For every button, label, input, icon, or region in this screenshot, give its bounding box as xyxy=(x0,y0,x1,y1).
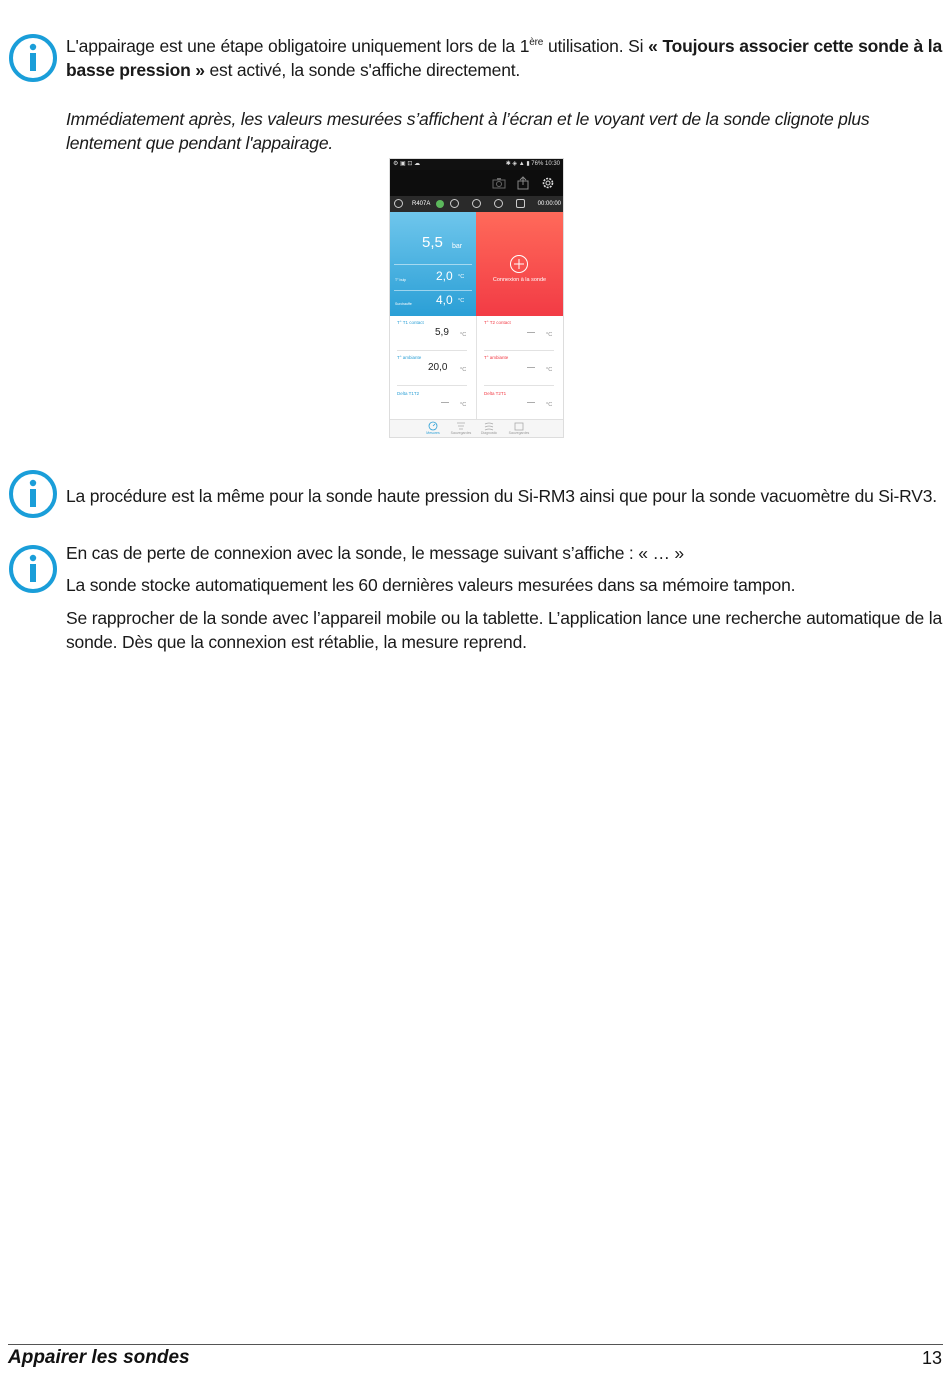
cell-value: 20,0 xyxy=(428,362,448,373)
temp2-label: Surchauffe xyxy=(395,302,412,306)
record-icon[interactable] xyxy=(494,199,503,208)
cell-unit: °C xyxy=(546,402,553,408)
page-number: 13 xyxy=(921,1348,942,1368)
mode-icon[interactable] xyxy=(472,199,481,208)
status-icons-right: ✱ ◈ ▲ ▮ 76% 10:30 xyxy=(505,161,560,167)
footer-title: Appairer les sondes xyxy=(8,1347,190,1368)
timer: 00:00:00 xyxy=(537,201,561,207)
folder-icon xyxy=(514,421,524,431)
cell-label: Delta T2T1 xyxy=(484,391,507,396)
low-pressure-panel[interactable] xyxy=(390,212,476,316)
cell-value: ---- xyxy=(441,400,449,406)
temp1-value: 2,0 xyxy=(436,269,453,283)
cell-unit: °C xyxy=(546,332,553,338)
pressure-value: 5,5 xyxy=(422,234,443,251)
status-bar xyxy=(390,159,563,170)
note-reconnect: Se rapprocher de la sonde avec l’appareil mobile ou la tablette. L’application lance une recherche automatique de la sonde. Dès que la connexion est rétablie, la mesure reprend. xyxy=(66,608,942,652)
cell-label: T° T1 contact xyxy=(397,320,424,325)
gear-icon[interactable] xyxy=(541,176,555,190)
fan-icon xyxy=(484,421,494,431)
add-icon[interactable] xyxy=(509,254,529,274)
info-icon xyxy=(8,544,58,594)
cell-unit: °C xyxy=(546,367,553,373)
stop-icon[interactable] xyxy=(516,199,525,208)
note-same-procedure: La procédure est la même pour la sonde haute pression du Si-RM3 ainsi que pour la sonde vacuomètre du Si-RV3. xyxy=(66,486,937,506)
wave-icon[interactable] xyxy=(450,199,459,208)
cell-label: T° ambiante xyxy=(484,355,509,360)
temp2-value: 4,0 xyxy=(436,293,453,307)
cell-label: Delta T1T2 xyxy=(397,391,420,396)
cell-unit: °C xyxy=(460,402,467,408)
cell-unit: °C xyxy=(460,332,467,338)
nav-diagnostic[interactable]: Diagnostic xyxy=(474,421,504,435)
temp1-label: T° bulp xyxy=(395,278,407,282)
italic-paragraph: Immédiatement après, les valeurs mesurées s’affichent à l’écran et le voyant vert de la sonde clignote plus lentement que pendant l'appairage. xyxy=(66,109,870,153)
gauge-icon xyxy=(428,421,438,431)
info-icon xyxy=(8,469,58,519)
cell-label: T° ambiante xyxy=(397,355,422,360)
probe-icon[interactable] xyxy=(394,199,403,208)
cell-value: ---- xyxy=(527,400,535,406)
temp2-unit: °C xyxy=(458,298,465,304)
camera-icon[interactable] xyxy=(492,176,506,190)
bottom-nav xyxy=(390,419,563,438)
app-toolbar xyxy=(390,170,563,196)
cell-unit: °C xyxy=(460,367,467,373)
note-pairing: L'appairage est une étape obligatoire uniquement lors de la 1ère utilisation. Si « Toujours associer cette sonde à la basse pression » est activé, la sonde s'affiche directement. xyxy=(66,36,942,80)
connect-label: Connexion à la sonde xyxy=(492,277,547,283)
cell-label: T° T2 contact xyxy=(484,320,511,325)
app-screenshot xyxy=(389,158,564,438)
cell-value: ---- xyxy=(527,365,535,371)
connect-probe-panel[interactable] xyxy=(476,212,563,316)
nav-storage[interactable]: Sauvegardes xyxy=(504,421,534,435)
connection-led-icon xyxy=(436,200,444,208)
nav-saves[interactable]: Sauvegardes xyxy=(446,421,476,435)
list-icon xyxy=(456,421,466,431)
nav-measures[interactable]: Mesures xyxy=(418,421,448,435)
info-icon xyxy=(8,33,58,83)
refrigerant-label[interactable]: R407A xyxy=(412,201,431,207)
footer-rule xyxy=(8,1344,943,1345)
probe-bar xyxy=(390,196,563,212)
note-connection-lost: En cas de perte de connexion avec la sonde, le message suivant s’affiche : « … » xyxy=(66,543,684,563)
cell-value: 5,9 xyxy=(435,327,449,338)
temp1-unit: °C xyxy=(458,274,465,280)
note-buffer: La sonde stocke automatiquement les 60 dernières valeurs mesurées dans sa mémoire tampon. xyxy=(66,575,796,595)
share-icon[interactable] xyxy=(516,176,530,190)
cell-value: ---- xyxy=(527,330,535,336)
status-icons-left: ⚙ ▣ ⊡ ☁ xyxy=(393,161,421,167)
pressure-unit: bar xyxy=(452,243,463,250)
